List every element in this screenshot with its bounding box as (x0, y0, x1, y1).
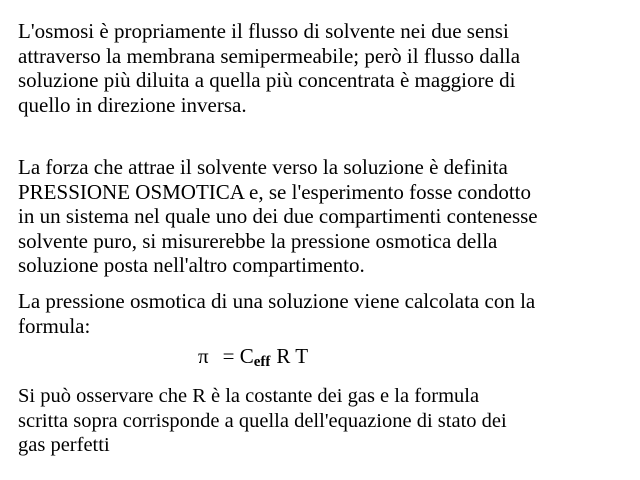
osmotic-pressure-formula (198, 344, 308, 374)
text-line: attraverso la membrana semipermeabile; però il flusso dalla (18, 43, 521, 68)
text-line: soluzione più diluita a quella più concentrata è maggiore di (18, 68, 516, 92)
formula-pi-symbol: π (198, 344, 209, 368)
text-line: soluzione posta nell'altro compartimento. (18, 253, 365, 277)
paragraph-gas-constant-note (18, 384, 507, 458)
text-line: La forza che attrae il solvente verso la soluzione è definita (18, 155, 508, 179)
text-line: La pressione osmotica di una soluzione viene calcolata con la (18, 289, 536, 313)
text-line: PRESSIONE OSMOTICA e, se l'esperimento fosse condotto (18, 179, 532, 204)
text-line: in un sistema nel quale uno dei due compartimenti contenesse (18, 204, 538, 228)
text-line: Si può osservare che R è la costante dei gas e la formula (18, 385, 480, 407)
paragraph-formula-intro (18, 289, 535, 338)
formula-equals-c: = C (222, 344, 254, 368)
text-line: quello in direzione inversa. (18, 92, 247, 117)
text-line: L'osmosi è propriamente il flusso di solvente nei due sensi (18, 19, 509, 43)
paragraph-osmosis-definition (18, 19, 520, 117)
text-line: scritta sopra corrisponde a quella dell'equazione di stato dei (18, 409, 507, 432)
text-line: gas perfetti (18, 434, 110, 456)
text-line: solvente puro, si misurerebbe la pressione osmotica della (18, 228, 498, 253)
formula-subscript-eff: eff (253, 354, 271, 370)
paragraph-osmotic-pressure (18, 155, 538, 278)
formula-rt: R T (276, 344, 309, 368)
text-line: formula: (18, 313, 91, 338)
